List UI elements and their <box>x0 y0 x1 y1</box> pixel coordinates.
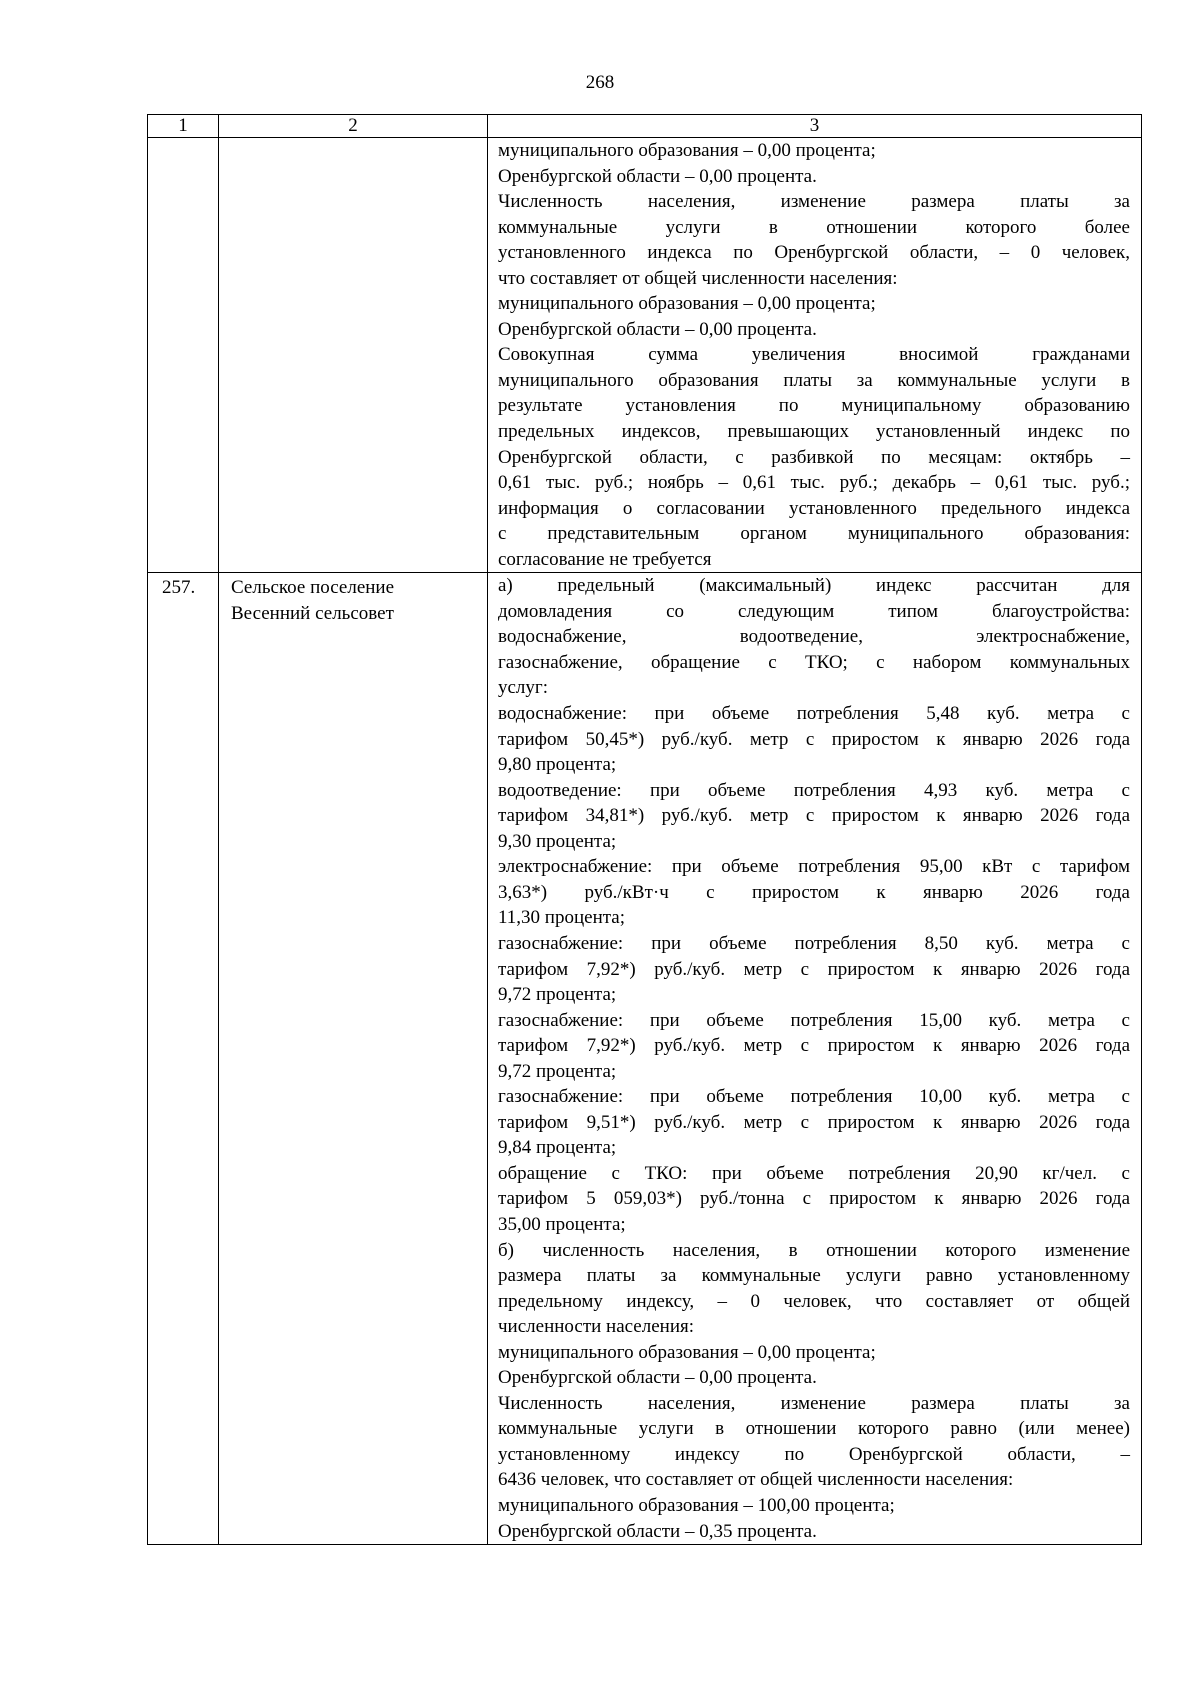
text-line: согласование не требуется <box>498 548 712 570</box>
text-line: газоснабжение: при объеме потребления 15,00 куб. метра с <box>498 1009 1130 1031</box>
text-line: тарифом 7,92*) руб./куб. метр с приростом к январю 2026 года <box>498 1035 1130 1057</box>
text-line: а) предельный (максимальный) индекс рассчитан для <box>498 575 1130 597</box>
text-line: Совокупная сумма увеличения вносимой гражданами <box>498 344 1130 366</box>
document-table <box>147 114 1142 1545</box>
municipality-name-line: Весенний сельсовет <box>231 602 394 624</box>
text-line: муниципального образования – 0,00 процента; <box>498 293 876 315</box>
column-header-3: 3 <box>488 115 1142 138</box>
text-line: б) численность населения, в отношении которого изменение <box>498 1239 1130 1261</box>
text-line: Оренбургской области – 0,00 процента. <box>498 1367 817 1389</box>
text-line: газоснабжение, обращение с ТКО; с набором коммунальных <box>498 651 1130 673</box>
text-line: 6436 человек, что составляет от общей численности населения: <box>498 1469 1014 1491</box>
text-line: муниципального образования – 0,00 процента; <box>498 140 876 161</box>
text-line: информация о согласовании установленного предельного индекса <box>498 497 1130 519</box>
table-row-257 <box>148 573 1142 1545</box>
municipality-name-cell <box>219 573 488 1545</box>
description-cell <box>488 573 1142 1545</box>
text-line: 9,72 процента; <box>498 1060 617 1082</box>
text-line: численности населения: <box>498 1316 695 1338</box>
column-header-2: 2 <box>219 115 488 138</box>
text-line: 11,30 процента; <box>498 907 625 929</box>
text-line: предельному индексу, – 0 человек, что составляет от общей <box>498 1290 1130 1312</box>
text-line: коммунальные услуги в отношении которого более <box>498 216 1130 238</box>
text-line: домовладения со следующим типом благоустройства: <box>498 600 1130 622</box>
text-line: Оренбургской области – 0,00 процента. <box>498 165 817 187</box>
text-line: установленному индексу по Оренбургской области, – <box>498 1443 1130 1465</box>
text-line: Численность населения, изменение размера платы за <box>498 191 1130 213</box>
municipality-name-cell <box>219 138 488 573</box>
text-line: Численность населения, изменение размера платы за <box>498 1392 1130 1414</box>
text-line: коммунальные услуги в отношении которого равно (или менее) <box>498 1418 1130 1440</box>
text-line: водоснабжение: при объеме потребления 5,48 куб. метра с <box>498 703 1130 725</box>
page-number: 268 <box>585 72 615 93</box>
municipality-name-line: Сельское поселение <box>231 577 395 599</box>
text-line: тарифом 9,51*) руб./куб. метр с приростом к январю 2026 года <box>498 1111 1130 1133</box>
text-line: 9,80 процента; <box>498 754 617 776</box>
text-line: 35,00 процента; <box>498 1213 626 1235</box>
text-line: размера платы за коммунальные услуги равно установленному <box>498 1265 1130 1287</box>
row-number-cell <box>148 138 219 573</box>
text-line: установленного индекса по Оренбургской области, – 0 человек, <box>498 242 1130 264</box>
text-line: тарифом 50,45*) руб./куб. метр с приростом к январю 2026 года <box>498 728 1130 750</box>
text-line: Оренбургской области – 0,00 процента. <box>498 318 817 340</box>
text-line: Оренбургской области, с разбивкой по месяцам: октябрь – <box>498 446 1130 468</box>
text-line: предельных индексов, превышающих установленный индекс по <box>498 421 1130 443</box>
table-row-continuation <box>148 138 1142 573</box>
column-header-1: 1 <box>148 115 219 138</box>
text-line: 0,61 тыс. руб.; ноябрь – 0,61 тыс. руб.; декабрь – 0,61 тыс. руб.; <box>498 472 1130 494</box>
text-line: газоснабжение: при объеме потребления 10,00 куб. метра с <box>498 1086 1130 1108</box>
row-number-cell: 257. <box>148 573 219 1545</box>
text-line: с представительным органом муниципального образования: <box>498 523 1130 545</box>
text-line: что составляет от общей численности населения: <box>498 267 898 289</box>
text-line: водоотведение: при объеме потребления 4,93 куб. метра с <box>498 779 1130 801</box>
text-line: тарифом 34,81*) руб./куб. метр с приростом к январю 2026 года <box>498 805 1130 827</box>
text-line: тарифом 5 059,03*) руб./тонна с приростом к январю 2026 года <box>498 1188 1130 1210</box>
text-line: электроснабжение: при объеме потребления 95,00 кВт с тарифом <box>498 856 1130 878</box>
text-line: 9,84 процента; <box>498 1137 617 1159</box>
text-line: муниципального образования платы за коммунальные услуги в <box>498 369 1130 391</box>
text-line: газоснабжение: при объеме потребления 8,50 куб. метра с <box>498 932 1130 954</box>
text-line: 9,72 процента; <box>498 984 617 1006</box>
table-header-row <box>148 115 1142 138</box>
text-line: муниципального образования – 100,00 процента; <box>498 1494 895 1516</box>
text-line: обращение с ТКО: при объеме потребления 20,90 кг/чел. с <box>498 1162 1130 1184</box>
text-line: тарифом 7,92*) руб./куб. метр с приростом к январю 2026 года <box>498 958 1130 980</box>
text-line: результате установления по муниципальному образованию <box>498 395 1130 417</box>
text-line: 3,63*) руб./кВт·ч с приростом к январю 2026 года <box>498 881 1130 903</box>
text-line: 9,30 процента; <box>498 830 617 852</box>
text-line: услуг: <box>498 677 548 699</box>
description-cell <box>488 138 1142 573</box>
text-line: муниципального образования – 0,00 процента; <box>498 1341 876 1363</box>
text-line: водоснабжение, водоотведение, электроснабжение, <box>498 626 1130 648</box>
text-line: Оренбургской области – 0,35 процента. <box>498 1520 817 1542</box>
